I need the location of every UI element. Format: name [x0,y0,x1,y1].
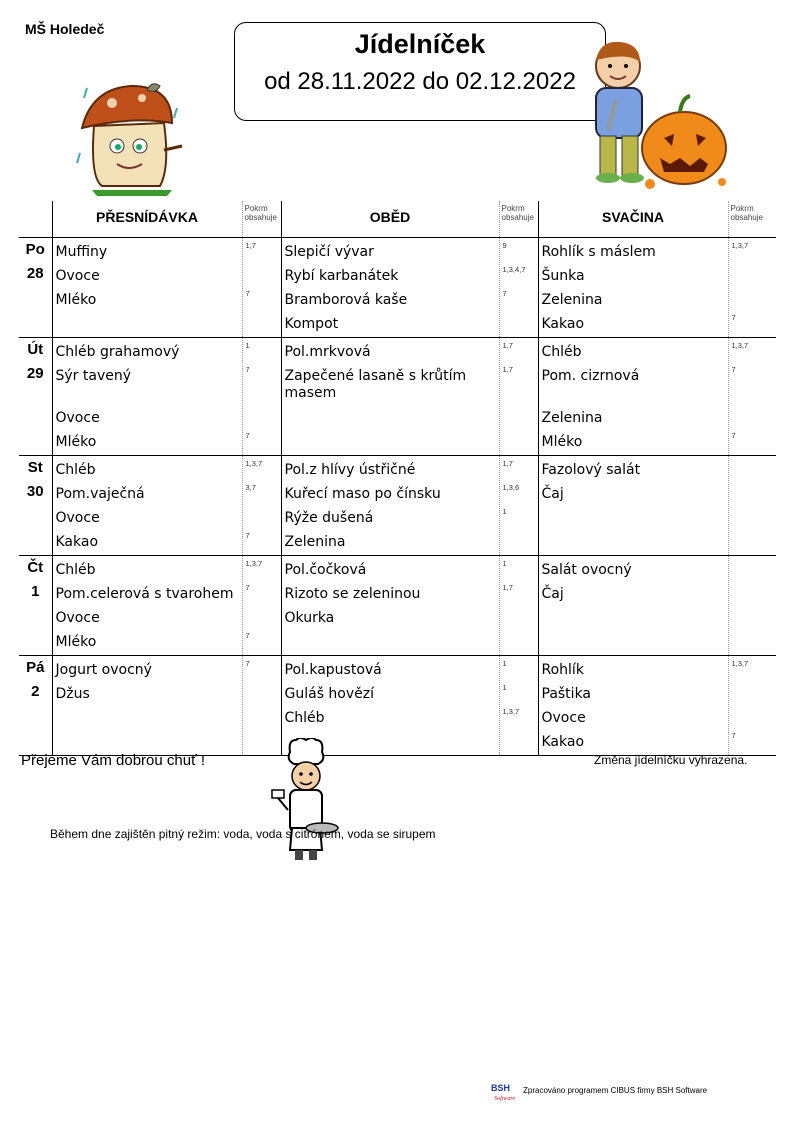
day-number: 29 [26,365,44,382]
food-item: Paštika [541,686,592,702]
allergen-codes [729,631,777,655]
food-item: Chléb grahamový [55,344,180,360]
day-number: 30 [26,483,44,500]
allergen-codes: 1 [502,659,507,668]
menu-table [19,201,776,756]
allergen-codes [729,265,777,289]
snack-items-cell [538,556,728,656]
food-item: Pol.čočková [284,562,367,578]
food-item: Mléko [55,292,97,308]
food-item: Rohlík [541,662,584,678]
food-item: Ovoce [541,710,586,726]
mushroom-illustration [72,68,188,200]
allergen-codes: 7 [245,583,250,592]
lunch-allergens-cell [499,556,538,656]
allergen-codes: 1,3,7 [731,341,749,350]
breakfast-header: PŘESNÍDÁVKA [52,201,242,238]
boy-pumpkin-illustration [580,38,730,196]
food-item: Mléko [55,434,97,450]
date-range: od 28.11.2022 do 02.12.2022 [264,68,576,95]
day-name: Po [25,241,45,258]
breakfast-items-cell [52,238,242,338]
change-note: Změna jídelníčku vyhrazena. [594,753,748,767]
food-item: Zelenina [541,292,603,308]
day-name: St [27,459,43,476]
food-item: Kuřecí maso po čínsku [284,486,441,502]
allergen-codes: 3,7 [245,483,256,492]
allergen-codes [243,407,281,431]
food-item: Pom. cizrnová [541,368,640,384]
food-item: Kompot [284,316,339,332]
snack-allergens-cell [728,338,776,456]
allergen-codes: 7 [245,365,250,374]
day-label-cell [19,238,52,338]
food-item: Guláš hovězí [284,686,375,702]
day-name: Čt [27,559,44,576]
allergen-codes: 1,3,7 [245,559,263,568]
food-item: Fazolový salát [541,462,641,478]
day-row [19,656,776,756]
food-item: Čaj [541,586,564,602]
snack-allergens-cell [728,656,776,756]
svg-text:Software: Software [494,1096,516,1102]
food-item [282,431,499,455]
allergen-codes [729,607,777,631]
food-item: Mléko [541,434,583,450]
lunch-items-cell [281,238,499,338]
food-item: Čaj [541,486,564,502]
allergen-codes [729,559,777,583]
food-item [539,507,728,531]
food-item: Pol.kapustová [284,662,382,678]
wish-text: Přejeme Vám dobrou chuť ! [21,752,206,769]
allergen-codes [243,683,281,707]
allergen-codes: 7 [731,431,736,440]
page-title: Jídelníček [354,29,486,59]
allergen-codes [500,631,538,655]
day-row [19,556,776,656]
snack-header: SVAČINA [538,201,728,238]
bsh-logo [490,1081,516,1103]
allergen-codes [243,607,281,631]
food-item: Ovoce [55,510,100,526]
footer-credit: Zpracováno programem CIBUS firmy BSH Software [523,1086,708,1095]
school-name: MŠ Holedeč [25,21,105,37]
food-item: Okurka [284,610,335,626]
food-item [282,407,499,431]
day-number: 2 [31,683,40,700]
allergen-codes: 1,7 [245,241,256,250]
day-label-cell [19,456,52,556]
allergen-codes: 1 [502,683,507,692]
lunch-header: OBĚD [281,201,499,238]
snack-items-cell [538,238,728,338]
allergen-codes: 1,7 [502,341,513,350]
allergen-codes: 7 [245,659,250,668]
lunch-allergens-cell [499,338,538,456]
food-item: Ovoce [55,610,100,626]
allergen-codes: 1 [245,341,250,350]
lunch-items-cell [281,556,499,656]
food-item: Pom.celerová s tvarohem [55,586,234,602]
allergen-codes [729,459,777,483]
allergen-codes: 1 [502,559,507,568]
food-item: Chléb [541,344,582,360]
food-item: Pom.vaječná [55,486,145,502]
day-label-cell [19,338,52,456]
food-item: Slepičí vývar [284,244,374,260]
allergen-codes [500,431,538,455]
allergen-codes: 1,3,4,7 [502,265,526,274]
allergen-codes: 1 [502,507,507,516]
allergen-codes: 7 [731,365,736,374]
breakfast-allergens-cell [242,556,281,656]
food-item: Sýr tavený [55,368,132,384]
day-header-cell [19,201,52,238]
allergen-codes [500,531,538,555]
day-row [19,238,776,338]
snack-items-cell [538,338,728,456]
drink-note: Během dne zajištěn pitný režim: voda, voda s citrónem, voda se sirupem [50,827,436,841]
allergen-codes [729,483,777,507]
food-item: Mléko [55,634,97,650]
food-item [53,313,242,337]
food-item: Rybí karbanátek [284,268,399,284]
lunch-allergens-cell [499,456,538,556]
allergen-header: Pokrm obsahuje [242,201,281,238]
day-name: Pá [26,659,45,676]
food-item: Chléb [55,562,96,578]
breakfast-allergens-cell [242,238,281,338]
day-row [19,456,776,556]
allergen-codes [500,313,538,337]
allergen-codes [243,313,281,337]
day-label-cell [19,556,52,656]
allergen-header: Pokrm obsahuje [499,201,538,238]
allergen-codes [729,683,777,707]
allergen-codes [243,707,281,731]
food-item: Zelenina [541,410,603,426]
allergen-codes [500,731,538,755]
breakfast-items-cell [52,338,242,456]
svg-text:BSH: BSH [491,1083,511,1093]
food-item: Chléb [284,710,325,726]
breakfast-allergens-cell [242,338,281,456]
food-item: Šunka [541,268,585,284]
allergen-codes: 1,3,7 [502,707,520,716]
snack-items-cell [538,656,728,756]
food-item: Rohlík s máslem [541,244,656,260]
food-item: Kakao [541,316,585,332]
allergen-codes [729,531,777,555]
allergen-codes: 1,3,7 [731,659,749,668]
snack-allergens-cell [728,238,776,338]
food-item: Kakao [55,534,99,550]
allergen-codes: 1,3,6 [502,483,520,492]
allergen-codes: 1,3,7 [731,241,749,250]
food-item: Chléb [55,462,96,478]
food-item [539,531,728,555]
breakfast-items-cell [52,456,242,556]
food-item [539,607,728,631]
day-row [19,338,776,456]
food-item: Muffiny [55,244,108,260]
snack-allergens-cell [728,456,776,556]
lunch-allergens-cell [499,656,538,756]
allergen-codes [729,507,777,531]
food-item: Rizoto se zeleninou [284,586,421,602]
day-name: Út [27,341,44,358]
allergen-codes: 7 [731,731,736,740]
allergen-codes: 7 [502,289,507,298]
day-number: 1 [31,583,40,600]
snack-allergens-cell [728,556,776,656]
food-item: Ovoce [55,268,100,284]
food-item: Bramborová kaše [284,292,408,308]
food-item: Pol.mrkvová [284,344,371,360]
allergen-codes [729,707,777,731]
allergen-codes [500,607,538,631]
food-item: Kakao [541,734,585,750]
allergen-codes [243,507,281,531]
food-item [53,707,242,731]
food-item: Rýže dušená [284,510,374,526]
allergen-codes: 7 [245,431,250,440]
food-item: Zapečené lasaně s krůtím masem [284,368,467,401]
chef-illustration [268,738,344,866]
food-item [539,631,728,655]
title-box [234,22,606,121]
lunch-items-cell [281,338,499,456]
food-item: Jogurt ovocný [55,662,152,678]
day-rows [19,238,776,756]
allergen-codes: 7 [245,289,250,298]
allergen-header: Pokrm obsahuje [728,201,776,238]
food-item: Salát ovocný [541,562,632,578]
allergen-codes [500,407,538,431]
food-item [282,631,499,655]
allergen-codes: 1,7 [502,365,513,374]
breakfast-items-cell [52,656,242,756]
allergen-codes: 1,7 [502,583,513,592]
snack-items-cell [538,456,728,556]
food-item: Džus [55,686,90,702]
food-item: Ovoce [55,410,100,426]
allergen-codes: 1,3,7 [245,459,263,468]
allergen-codes [729,289,777,313]
allergen-codes: 9 [502,241,507,250]
lunch-items-cell [281,456,499,556]
day-label-cell [19,656,52,756]
breakfast-items-cell [52,556,242,656]
food-item: Zelenina [284,534,346,550]
breakfast-allergens-cell [242,456,281,556]
allergen-codes [729,583,777,607]
allergen-codes: 1,7 [502,459,513,468]
day-number: 28 [26,265,44,282]
allergen-codes: 7 [245,631,250,640]
table-header-row [19,201,776,238]
allergen-codes [729,407,777,431]
food-item: Pol.z hlívy ústřičné [284,462,416,478]
allergen-codes: 7 [731,313,736,322]
lunch-allergens-cell [499,238,538,338]
allergen-codes: 7 [245,531,250,540]
allergen-codes [243,265,281,289]
